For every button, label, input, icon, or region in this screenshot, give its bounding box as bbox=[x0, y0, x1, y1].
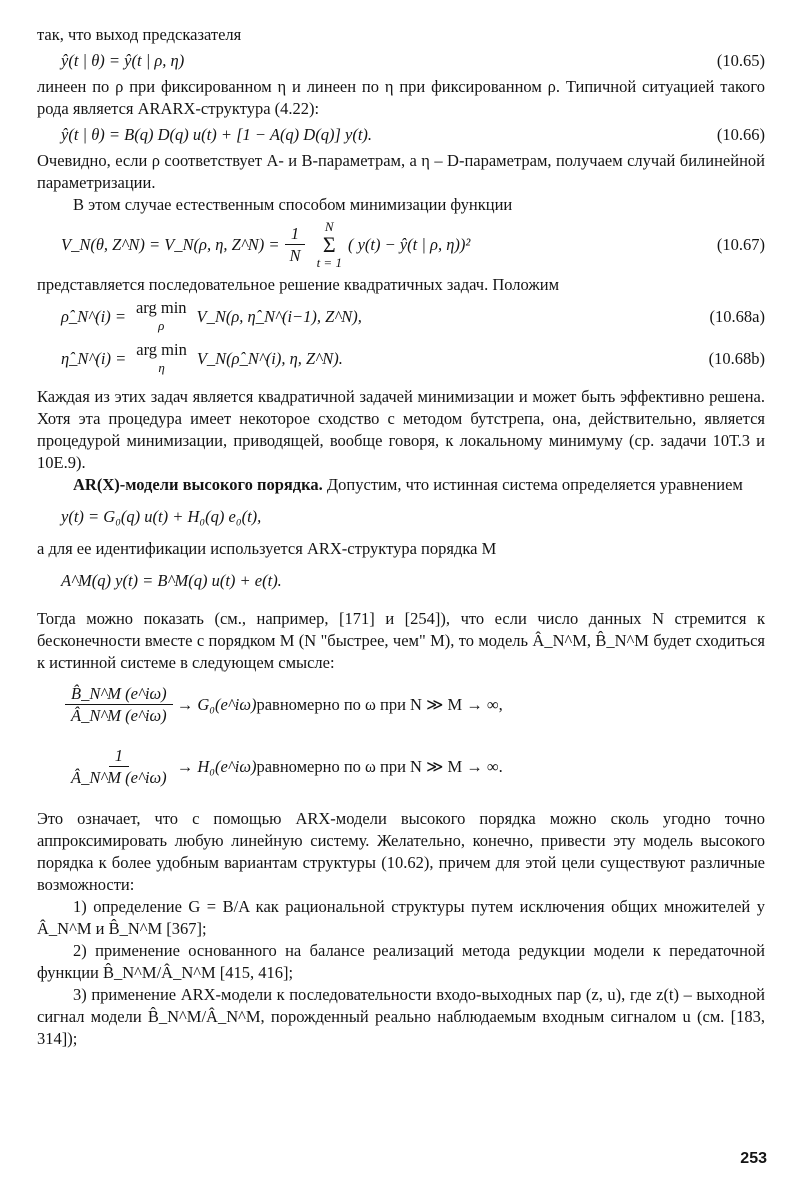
fraction-denominator: N bbox=[289, 245, 301, 265]
list-item: 3) применение ARX-модели к последовательности входо-выходных пар (z, u), где z(t) – выходной сигнал модели B̂_N^M/Â_N^M, порожденный реально наблюдаемым входным сигналом u (см. [183, 314]); bbox=[37, 985, 765, 1048]
list-item: 2) применение основанного на балансе реализаций метода редукции модели к передаточной функции B̂_N^M/Â_N^M [415, 416]; bbox=[37, 941, 765, 982]
sum-sign: Σ bbox=[322, 232, 336, 257]
equation-right: V_N(ρ, η̂_N^(i−1), Z^N), bbox=[196, 307, 362, 326]
equation-left: η̂_N^(i) = bbox=[61, 349, 127, 368]
equation-number: (10.66) bbox=[716, 125, 765, 144]
section-paragraph bbox=[37, 474, 765, 496]
limit-equation-1 bbox=[37, 674, 765, 736]
equation-body: ŷ(t | θ) = ŷ(t | ρ, η) bbox=[61, 51, 185, 70]
paragraph-text: Допустим, что истинная система определяется уравнением bbox=[322, 475, 743, 494]
fraction-numerator: 1 bbox=[285, 224, 305, 245]
equation-10-68a bbox=[37, 296, 765, 338]
section-heading: AR(X)-модели высокого порядка. bbox=[73, 475, 323, 494]
argmin-label: arg min bbox=[136, 340, 187, 359]
equation-left: V_N(θ, Z^N) = V_N(ρ, η, Z^N) = bbox=[61, 235, 280, 254]
equation-right: ( y(t) − ŷ(t | ρ, η))² bbox=[347, 235, 471, 254]
paragraph: Тогда можно показать (см., например, [171] и [254]), что если число данных N стремится к бесконечности вместе с порядком M (N "быстрее, чем" M), то модель Â_N^M, B̂_N^M будет сходиться к истинной системе в следующем смысле: bbox=[37, 609, 765, 672]
equation-10-68b bbox=[37, 338, 765, 380]
equation-10-66 bbox=[37, 120, 765, 150]
paragraph: Каждая из этих задач является квадратичной задачей минимизации и может быть эффективно решена. Хотя эта процедура имеет некоторое сходство с методом бутстрепа, она, действительно, является процедурой минимизации, приводящей, вообще говоря, к локальному минимуму (ср. задачи 10Т.3 и 10Е.9). bbox=[37, 387, 765, 472]
fraction-numerator: 1 bbox=[109, 746, 129, 767]
equation-right: V_N(ρ̂_N^(i), η, Z^N). bbox=[196, 349, 343, 368]
equation-number: (10.67) bbox=[716, 235, 765, 254]
paragraph: а для ее идентификации используется ARX-структура порядка M bbox=[37, 539, 497, 558]
equation-number: (10.65) bbox=[716, 51, 765, 70]
page-body bbox=[37, 24, 765, 1050]
equation-body: y(t) = G₀(q) u(t) + H₀(q) e₀(t), bbox=[61, 507, 262, 526]
limit-value: → G₀(e^iω) bbox=[176, 695, 257, 714]
paragraph: В этом случае естественным способом минимизации функции bbox=[73, 195, 513, 214]
equation-true-system bbox=[37, 496, 765, 538]
equation-number: (10.68a) bbox=[709, 307, 765, 326]
equation-10-65 bbox=[37, 46, 765, 76]
fraction-numerator: B̂_N^M (e^iω) bbox=[65, 684, 173, 705]
argmin bbox=[136, 341, 187, 377]
paragraph: Очевидно, если ρ соответствует A- и B-параметрам, а η – D-параметрам, получаем случай билинейной параметризации. bbox=[37, 151, 765, 192]
limit-text: равномерно по ω при N ≫ M → ∞. bbox=[256, 757, 503, 776]
paragraph: представляется последовательное решение квадратичных задач. Положим bbox=[37, 275, 560, 294]
argmin bbox=[136, 299, 187, 335]
equation-number: (10.68b) bbox=[708, 349, 765, 368]
fraction-denominator: Â_N^M (e^iω) bbox=[71, 705, 167, 725]
limit-value: → H₀(e^iω) bbox=[176, 757, 257, 776]
fraction bbox=[65, 684, 173, 727]
argmin-subscript: η bbox=[158, 360, 165, 375]
fraction bbox=[284, 224, 307, 267]
equation-10-67 bbox=[37, 216, 765, 274]
equation-arx bbox=[37, 560, 765, 602]
fraction bbox=[65, 746, 173, 789]
fraction-denominator: Â_N^M (e^iω) bbox=[71, 767, 167, 787]
equation-left: ρ̂_N^(i) = bbox=[61, 307, 126, 326]
argmin-subscript: ρ bbox=[158, 318, 165, 333]
argmin-label: arg min bbox=[135, 298, 187, 317]
limit-equation-2 bbox=[37, 736, 765, 798]
list-item: 1) определение G = B/A как рациональной структуры путем исключения общих множителей у Â_N^M и B̂_N^M [367]; bbox=[37, 897, 765, 938]
equation-body: ŷ(t | θ) = B(q) D(q) u(t) + [1 − A(q) D(q)] y(t). bbox=[61, 125, 373, 144]
equation-body: A^M(q) y(t) = B^M(q) u(t) + e(t). bbox=[61, 571, 282, 590]
page-number: 253 bbox=[740, 1150, 767, 1167]
paragraph: Это означает, что с помощью ARX-модели высокого порядка можно сколь угодно точно аппроксимировать любую линейную систему. Желательно, конечно, привести эту модель высокого порядка к более удобным вариантам структуры (10.62), причем для этой цели существуют различные возможности: bbox=[37, 809, 765, 894]
limit-text: равномерно по ω при N ≫ M → ∞, bbox=[256, 695, 503, 714]
summation bbox=[317, 220, 342, 270]
sum-upper: N bbox=[324, 219, 334, 234]
sum-lower: t = 1 bbox=[316, 255, 342, 270]
text-line: так, что выход предсказателя bbox=[37, 25, 242, 44]
paragraph: линеен по ρ при фиксированном η и линеен по η при фиксированном ρ. Типичной ситуацией такого рода является ARARX-структура (4.22): bbox=[37, 77, 765, 118]
